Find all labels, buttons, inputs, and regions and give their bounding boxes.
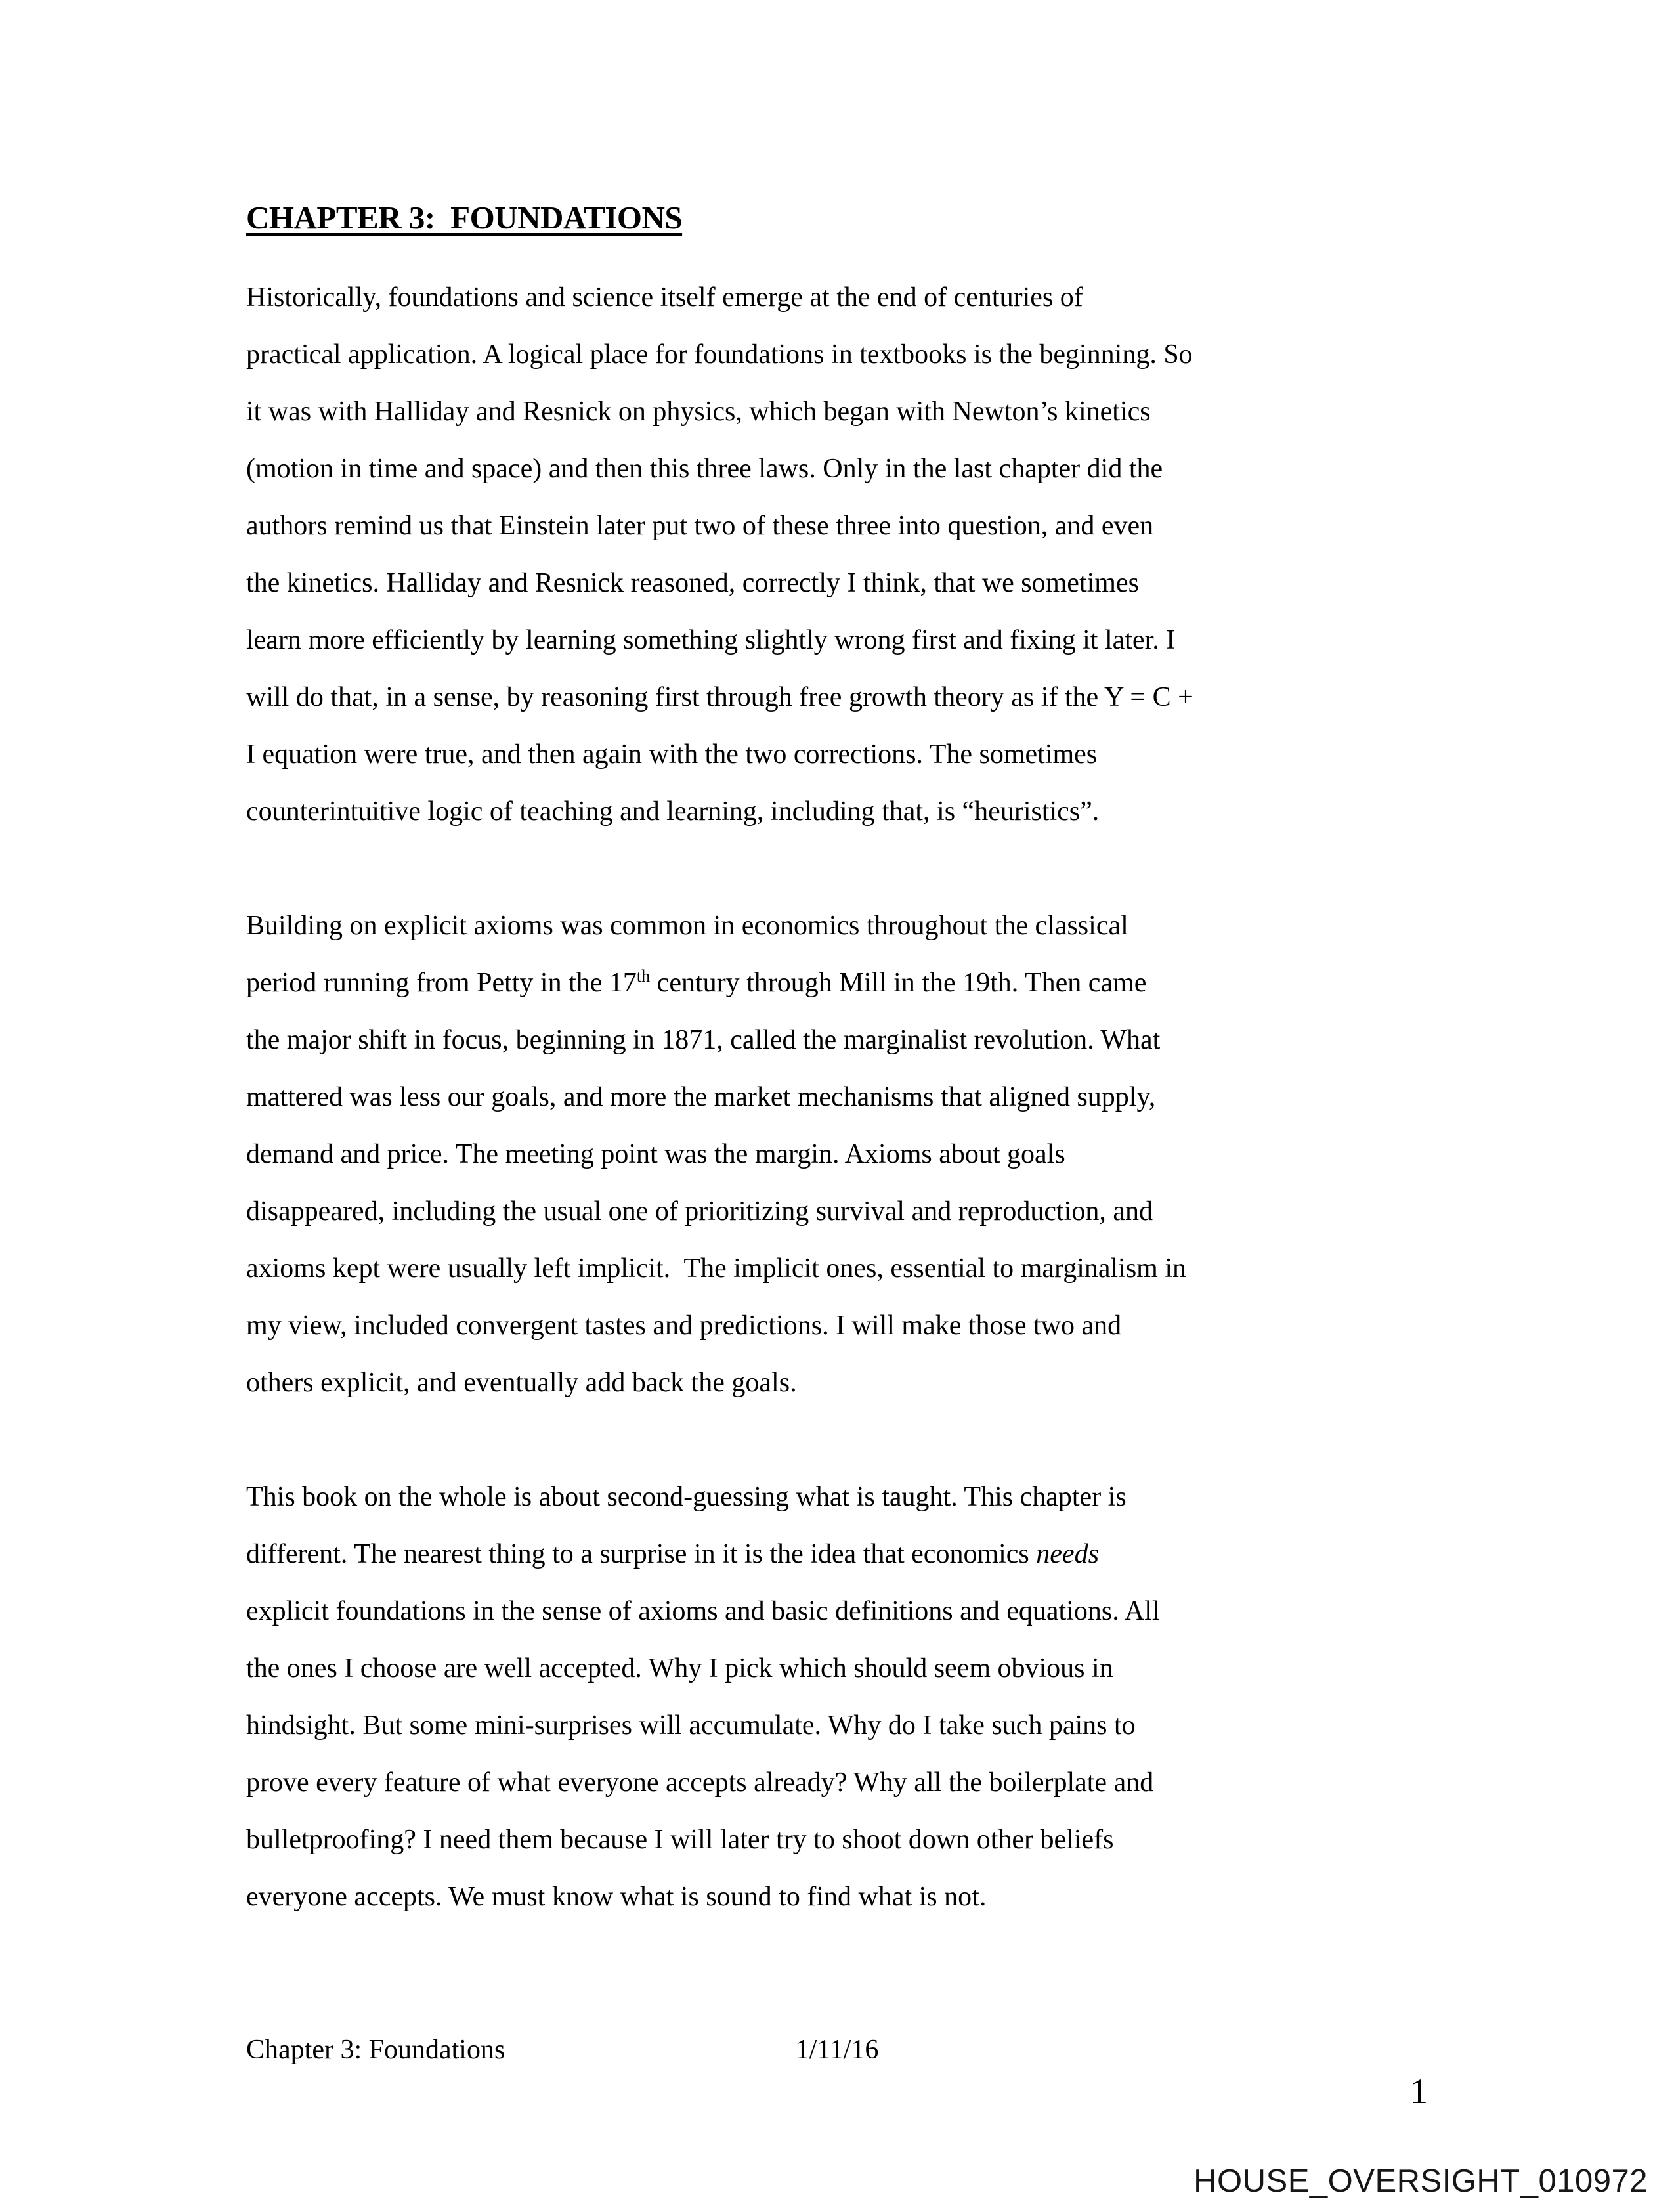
text-line — [246, 1469, 1428, 1526]
text-line — [246, 955, 1428, 1012]
text-line — [246, 269, 1428, 326]
text-segment: counterintuitive logic of teaching and learning, including that, is “heuristics”. — [246, 796, 1100, 827]
text-segment: others explicit, and eventually add back the goals. — [246, 1368, 797, 1398]
text-line — [246, 1869, 1428, 1926]
text-line — [246, 1240, 1428, 1297]
text-segment: different. The nearest thing to a surprise in it is the idea that economics — [246, 1539, 1037, 1569]
text-line — [246, 1297, 1428, 1355]
text-line — [246, 1355, 1428, 1412]
text-line — [246, 1811, 1428, 1869]
text-line — [246, 669, 1428, 726]
italic-text: needs — [1036, 1539, 1099, 1569]
paragraph-spacer — [246, 1412, 1428, 1469]
text-segment: hindsight. But some mini-surprises will accumulate. Why do I take such pains to — [246, 1710, 1136, 1741]
text-line — [246, 783, 1428, 840]
page-footer — [246, 2034, 1428, 2138]
text-segment: the kinetics. Halliday and Resnick reasoned, correctly I think, that we sometimes — [246, 568, 1139, 598]
text-segment: will do that, in a sense, by reasoning first through free growth theory as if the Y = C + — [246, 682, 1193, 712]
text-segment: Building on explicit axioms was common in economics throughout the classical — [246, 911, 1128, 941]
text-line — [246, 1526, 1428, 1583]
text-segment: Historically, foundations and science itself emerge at the end of centuries of — [246, 282, 1083, 313]
text-segment: demand and price. The meeting point was the margin. Axioms about goals — [246, 1139, 1065, 1169]
text-segment: I equation were true, and then again with the two corrections. The sometimes — [246, 739, 1098, 770]
text-line — [246, 441, 1428, 498]
text-segment: the major shift in focus, beginning in 1871, called the marginalist revolution. What — [246, 1025, 1161, 1055]
text-line — [246, 1126, 1428, 1183]
text-segment: authors remind us that Einstein later put two of these three into question, and even — [246, 511, 1154, 541]
text-segment: everyone accepts. We must know what is sound to find what is not. — [246, 1882, 987, 1912]
text-line — [246, 1754, 1428, 1811]
text-segment: bulletproofing? I need them because I will later try to shoot down other beliefs — [246, 1825, 1114, 1855]
chapter-heading: CHAPTER 3: FOUNDATIONS — [246, 200, 683, 236]
bates-stamp: HOUSE_OVERSIGHT_010972 — [1193, 2163, 1648, 2199]
text-line — [246, 1012, 1428, 1069]
superscript-text: th — [636, 966, 651, 986]
text-line — [246, 383, 1428, 441]
text-segment: axioms kept were usually left implicit. The implicit ones, essential to marginalism in — [246, 1253, 1187, 1284]
text-segment: explicit foundations in the sense of axioms and basic definitions and equations. All — [246, 1596, 1160, 1626]
text-segment: the ones I choose are well accepted. Why I pick which should seem obvious in — [246, 1653, 1113, 1683]
document-body — [246, 269, 1428, 1926]
paragraph-spacer — [246, 840, 1428, 898]
text-segment: mattered was less our goals, and more the market mechanisms that aligned supply, — [246, 1082, 1156, 1112]
text-line — [246, 498, 1428, 555]
text-segment: century through Mill in the 19th. Then came — [650, 968, 1147, 998]
text-segment: it was with Halliday and Resnick on physics, which began with Newton’s kinetics — [246, 397, 1151, 427]
text-line — [246, 726, 1428, 783]
text-segment: my view, included convergent tastes and predictions. I will make those two and — [246, 1311, 1122, 1341]
text-line — [246, 326, 1428, 383]
text-line — [246, 1697, 1428, 1754]
text-segment: This book on the whole is about second-guessing what is taught. This chapter is — [246, 1482, 1127, 1512]
text-line — [246, 1069, 1428, 1126]
text-segment: prove every feature of what everyone accepts already? Why all the boilerplate and — [246, 1767, 1154, 1798]
text-line — [246, 555, 1428, 612]
text-line — [246, 1183, 1428, 1240]
footer-date: 1/11/16 — [795, 2035, 879, 2065]
footer-chapter-label: Chapter 3: Foundations — [246, 2035, 505, 2065]
text-line — [246, 612, 1428, 669]
text-line — [246, 1640, 1428, 1697]
text-segment: learn more efficiently by learning something slightly wrong first and fixing it later. I — [246, 625, 1176, 655]
text-segment: disappeared, including the usual one of prioritizing survival and reproduction, and — [246, 1196, 1153, 1226]
text-line — [246, 1583, 1428, 1640]
text-segment: practical application. A logical place for foundations in textbooks is the beginning. So — [246, 339, 1193, 370]
text-segment: (motion in time and space) and then this three laws. Only in the last chapter did the — [246, 454, 1163, 484]
page-number: 1 — [1410, 2071, 1428, 2111]
text-line — [246, 898, 1428, 955]
text-segment: period running from Petty in the 17 — [246, 968, 637, 998]
